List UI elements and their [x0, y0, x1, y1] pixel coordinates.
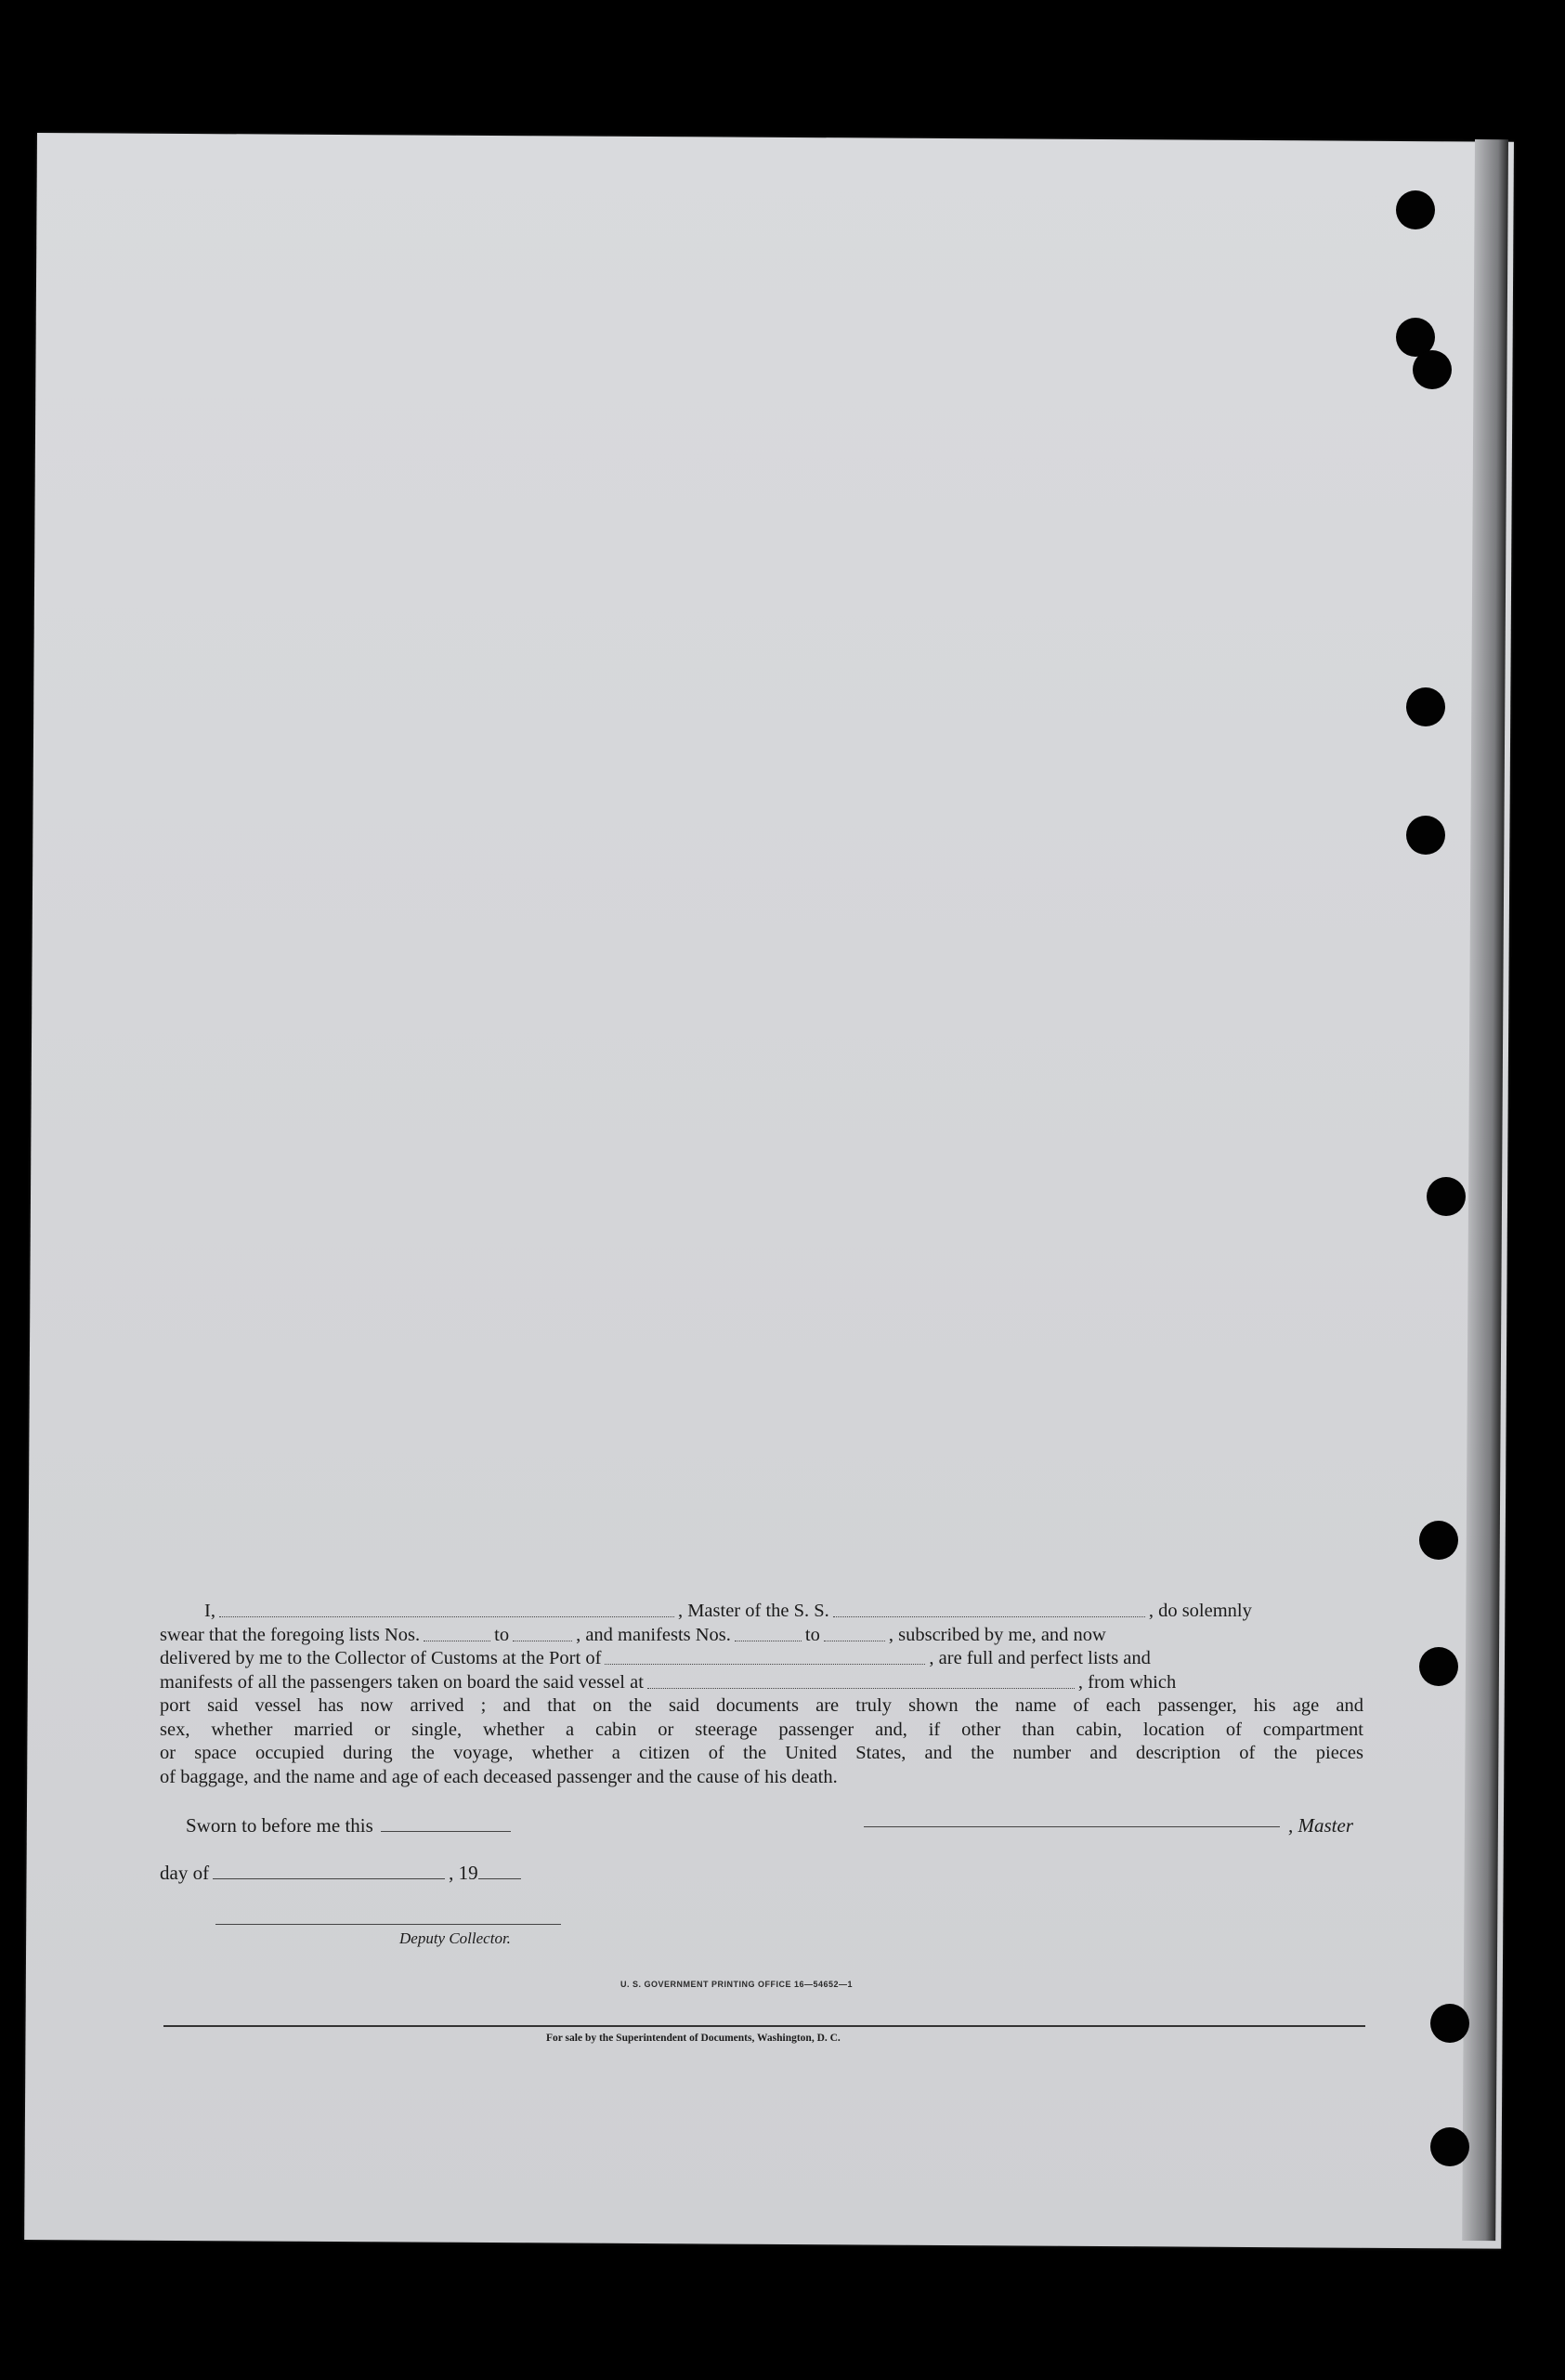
master-label: , Master: [1288, 1814, 1353, 1837]
oath-line: manifests of all the passengers taken on board the said vessel at , from which: [160, 1671, 1177, 1693]
list-no-from-blank: [424, 1624, 490, 1641]
printing-office-imprint: U. S. GOVERNMENT PRINTING OFFICE 16—54652—1: [620, 1980, 854, 1989]
deputy-collector-label: Deputy Collector.: [399, 1929, 511, 1947]
manifest-no-to-blank: [824, 1624, 885, 1641]
vessel-name-blank: [833, 1600, 1145, 1617]
list-no-to-blank: [513, 1624, 572, 1641]
departure-port-blank: [647, 1671, 1075, 1689]
year-blank: [478, 1878, 521, 1879]
punch-hole-icon: [1406, 816, 1445, 855]
oath-line: delivered by me to the Collector of Customs at the Port of , are full and perfect lists and: [160, 1648, 1151, 1668]
month-blank: [213, 1878, 445, 1879]
footer-rule: [163, 2025, 1365, 2027]
punch-hole-icon: [1430, 2004, 1469, 2043]
form-sheet: [24, 133, 1514, 2249]
port-blank: [605, 1647, 925, 1665]
manifest-no-from-blank: [735, 1624, 802, 1641]
master-signature-line: [864, 1826, 1280, 1827]
punch-hole-icon: [1406, 687, 1445, 726]
day-of-line: day of , 19: [160, 1862, 521, 1885]
punch-hole-icon: [1419, 1647, 1458, 1686]
punch-hole-icon: [1413, 350, 1452, 389]
deputy-signature-line: [215, 1924, 561, 1925]
punch-hole-icon: [1430, 2127, 1469, 2166]
sworn-day-blank: [381, 1831, 511, 1832]
punch-hole-icon: [1427, 1177, 1466, 1216]
sworn-statement: Sworn to before me this: [186, 1814, 511, 1837]
sale-notice: For sale by the Superintendent of Documents, Washington, D. C.: [546, 2033, 841, 2044]
punch-hole-icon: [1396, 190, 1435, 229]
punch-hole-icon: [1419, 1521, 1458, 1560]
oath-line: or space occupied during the voyage, whether a citizen of the United States, and the number and description of the pieces: [160, 1743, 1363, 1763]
oath-line: port said vessel has now arrived ; and that on the said documents are truly shown the name of each passenger, his age and: [160, 1695, 1363, 1716]
oath-line: of baggage, and the name and age of each deceased passenger and the cause of his death.: [160, 1766, 838, 1787]
oath-line: swear that the foregoing lists Nos. to , and manifests Nos. to , subscribed by me, and now: [160, 1624, 1106, 1645]
master-name-blank: [219, 1600, 674, 1617]
oath-line: sex, whether married or single, whether a cabin or steerage passenger and, if other than cabin, location of compartment: [160, 1719, 1363, 1740]
oath-line: I, , Master of the S. S. , do solemnly: [204, 1601, 1252, 1621]
oath-paragraph: [160, 1600, 1363, 1789]
